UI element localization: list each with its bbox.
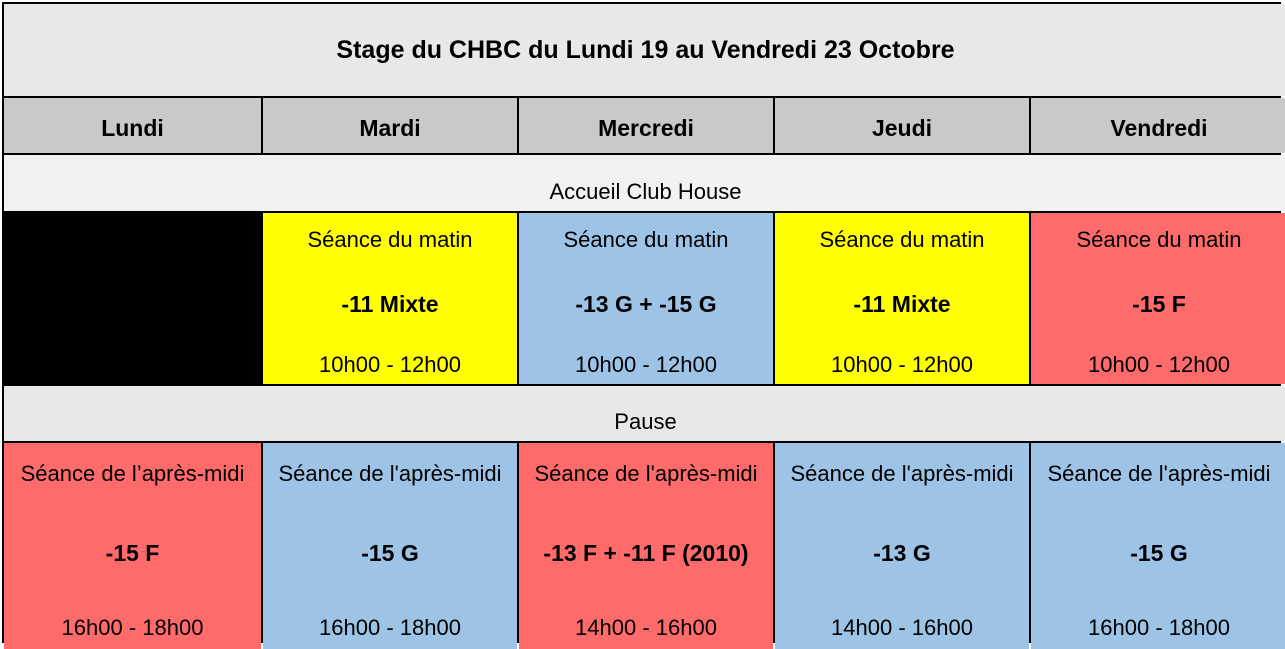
session-time: 10h00 - 12h00 [1088,352,1230,377]
session-time: 16h00 - 18h00 [319,615,461,640]
session-time: 16h00 - 18h00 [61,615,204,640]
afternoon-session-mercredi [519,443,773,649]
session-label: Séance du matin [819,227,985,252]
session-time: 14h00 - 16h00 [831,615,973,640]
morning-banner: Accueil Club House [4,155,1285,211]
session-label: Séance du matin [563,227,729,252]
session-label: Séance du matin [307,227,473,252]
session-group: -11 Mixte [853,291,951,317]
session-group: -15 F [1132,291,1186,317]
day-header-vendredi: Vendredi [1031,98,1285,153]
day-header-lundi: Lundi [4,98,261,153]
day-header-mercredi: Mercredi [519,98,773,153]
session-time: 14h00 - 16h00 [575,615,717,640]
session-group: -13 G + -15 G [575,291,717,317]
session-group: -13 G [873,539,931,566]
schedule-table [2,2,1281,643]
morning-session-jeudi [775,213,1029,384]
session-label: Séance de l’après-midi [20,461,245,486]
session-label: Séance du matin [1076,227,1242,252]
afternoon-session-mardi [263,443,517,649]
session-time: 10h00 - 12h00 [831,352,973,377]
session-time: 16h00 - 18h00 [1088,615,1230,640]
pause-banner: Pause [4,386,1285,441]
session-time: 10h00 - 12h00 [575,352,717,377]
day-header-mardi: Mardi [263,98,517,153]
session-group: -15 G [1130,539,1188,566]
morning-session-vendredi [1031,213,1285,384]
session-time: 10h00 - 12h00 [319,352,461,377]
session-group: -15 F [105,539,160,566]
session-label: Séance de l'après-midi [1047,461,1271,486]
morning-session-mercredi [519,213,773,384]
afternoon-session-jeudi [775,443,1029,649]
session-label: Séance de l'après-midi [278,461,502,486]
afternoon-session-lundi [4,443,261,649]
session-label: Séance de l'après-midi [534,461,758,486]
morning-session-lundi [4,213,261,384]
morning-session-mardi [263,213,517,384]
day-header-jeudi: Jeudi [775,98,1029,153]
afternoon-session-vendredi [1031,443,1285,649]
session-group: -13 F + -11 F (2010) [543,539,749,566]
session-group: -15 G [361,539,419,566]
session-group: -11 Mixte [341,291,439,317]
session-label: Séance de l'après-midi [790,461,1014,486]
schedule-title: Stage du CHBC du Lundi 19 au Vendredi 23 Octobre [4,4,1285,96]
